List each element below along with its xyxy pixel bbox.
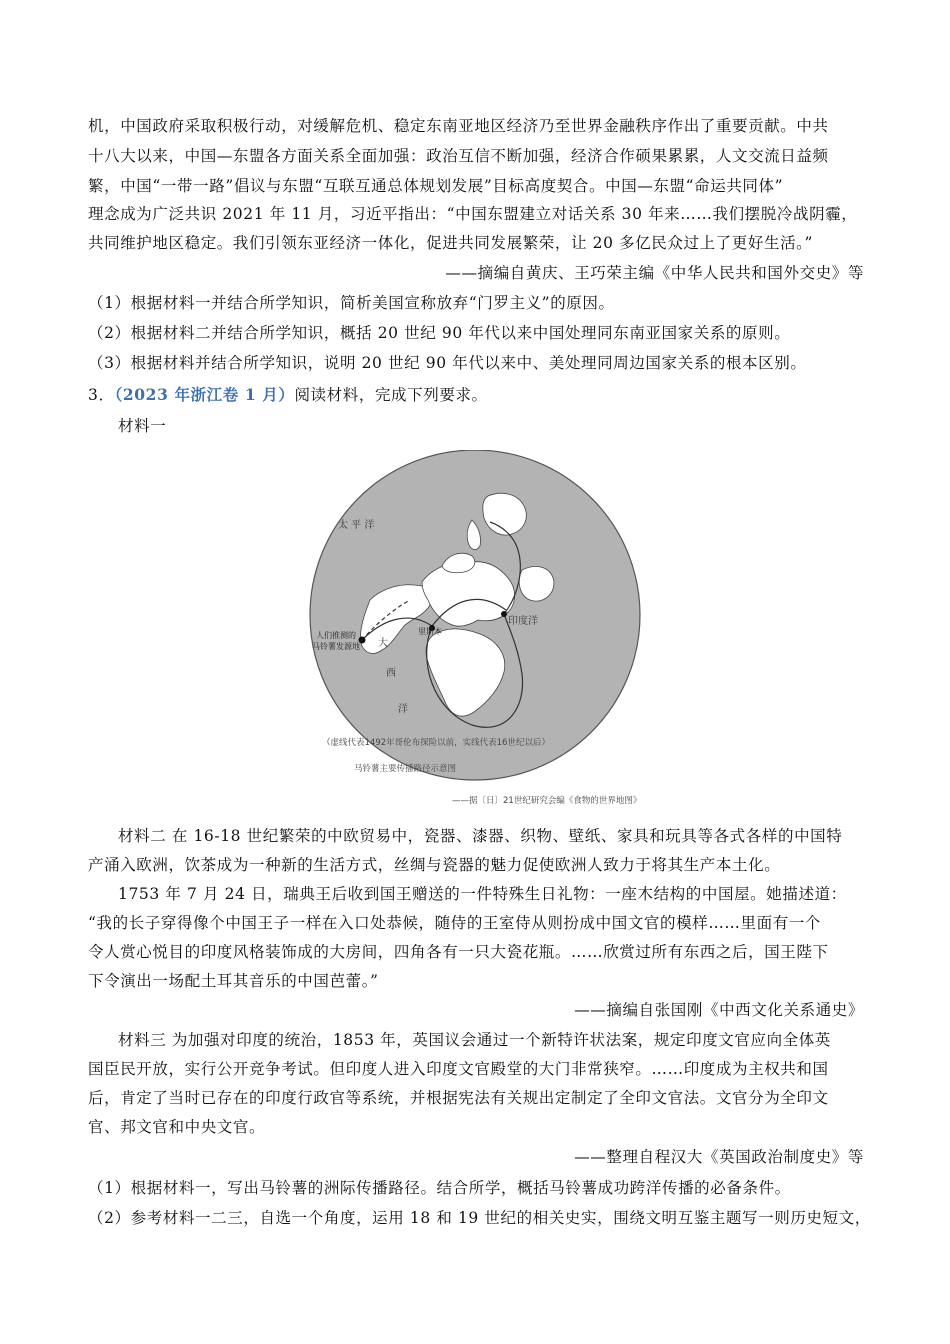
source-citation: ——摘编自黄庆、王巧荣主编《中华人民共和国外交史》等 — [445, 264, 864, 282]
text-line: 官、邦文官和中央文官。 — [88, 1118, 266, 1136]
text-line: 理念成为广泛共识 2021 年 11 月，习近平指出：“中国东盟建立对话关系 30 年来……我们摆脱冷战阴霾， — [88, 205, 858, 223]
material-label: 材料一 — [118, 417, 167, 435]
question-item: （3）根据材料并结合所学知识，说明 20 世纪 90 年代以来中、美处理同周边国家关系的根本区别。 — [88, 354, 807, 372]
label-atlantic-1: 大 — [378, 638, 388, 649]
text-line: 机，中国政府采取积极行动，对缓解危机、稳定东南亚地区经济乃至世界金融秩序作出了重要贡献。中共 — [88, 117, 829, 135]
source-citation: ——摘编自张国刚《中西文化关系通史》 — [574, 1001, 864, 1019]
question-item: （2）根据材料二并结合所学知识，概括 20 世纪 90 年代以来中国处理同东南亚国家关系的原则。 — [88, 324, 791, 342]
label-indian: 印度洋 — [508, 616, 538, 627]
label-pacific: 太 平 洋 — [338, 520, 375, 531]
question-heading — [88, 385, 488, 405]
question-number: 3． — [88, 386, 115, 404]
question-item: （1）根据材料一，写出马铃薯的洲际传播路径。结合所学，概括马铃薯成功跨洋传播的必备条件。 — [88, 1179, 791, 1197]
map-source: ——据〔日〕21世纪研究会编《食物的世界地图》 — [452, 796, 642, 806]
text-line: “我的长子穿得像个中国王子一样在入口处恭候，随侍的王室侍从则扮成中国文官的模样……里面有一个 — [88, 914, 822, 932]
text-line: 材料三 为加强对印度的统治，1853 年，英国议会通过一个新特许状法案，规定印度文官应向全体英 — [118, 1031, 832, 1049]
text-line: 令人赏心悦目的印度风格装饰成的大房间，四角各有一只大瓷花瓶。……欣赏过所有东西之后，国王陛下 — [88, 943, 829, 961]
label-origin-2: 马铃薯发源地 — [312, 642, 360, 651]
text-line: 下令演出一场配土耳其音乐的中国芭蕾。” — [88, 972, 379, 990]
text-line: 共同维护地区稳定。我们引领东亚经济一体化，促进共同发展繁荣，让 20 多亿民众过上了更好生活。” — [88, 234, 814, 252]
text-line: 材料二 在 16-18 世纪繁荣的中欧贸易中，瓷器、漆器、织物、壁纸、家具和玩具等各式各样的中国特 — [118, 827, 843, 845]
exam-source-tag: （2023 年浙江卷 1 月） — [114, 385, 295, 404]
potato-route-map — [282, 450, 668, 810]
label-atlantic-2: 西 — [386, 668, 396, 679]
question-item: （1）根据材料一并结合所学知识，简析美国宣称放弃“门罗主义”的原因。 — [88, 294, 615, 312]
question-item: （2）参考材料一二三，自选一个角度，运用 18 和 19 世纪的相关史实，围绕文明互鉴主题写一则历史短文， — [88, 1209, 871, 1227]
text-line: 产涌入欧洲，饮茶成为一种新的生活方式，丝绸与瓷器的魅力促使欧洲人致力于将其生产本土化。 — [88, 856, 781, 874]
label-atlantic-3: 洋 — [398, 704, 408, 715]
question-prompt: 阅读材料，完成下列要求。 — [294, 386, 488, 404]
text-line: 后，肯定了当时已存在的印度行政官等系统，并根据宪法有关规出定制定了全印文官法。文官分为全印文 — [88, 1089, 829, 1107]
text-line: 繁，中国“一带一路”倡议与东盟“互联互通总体规划发展”目标高度契合。中国—东盟“命运共同体” — [88, 177, 784, 195]
map-figure — [282, 450, 668, 810]
text-line: 十八大以来，中国—东盟各方面关系全面加强：政治互信不断加强，经济合作硕果累累，人文交流日益频 — [88, 147, 829, 165]
source-citation: ——整理自程汉大《英国政治制度史》等 — [574, 1148, 864, 1166]
text-line: 1753 年 7 月 24 日，瑞典王后收到国王赠送的一件特殊生日礼物：一座木结构的中国屋。她描述道： — [118, 885, 847, 903]
map-legend: （虚线代表1492年哥伦布探险以前，实线代表16世纪以后） — [322, 738, 550, 748]
text-line: 国臣民开放，实行公开竞争考试。但印度人进入印度文官殿堂的大门非常狭窄。……印度成为主权共和国 — [88, 1060, 829, 1078]
india-point — [501, 611, 507, 617]
antarctica-landmass — [519, 566, 554, 601]
map-title: 马铃薯主要传播路径示意图 — [354, 764, 457, 774]
label-origin-1: 人们推测的 — [316, 631, 356, 640]
label-lisbon: 里斯本 — [418, 627, 442, 636]
